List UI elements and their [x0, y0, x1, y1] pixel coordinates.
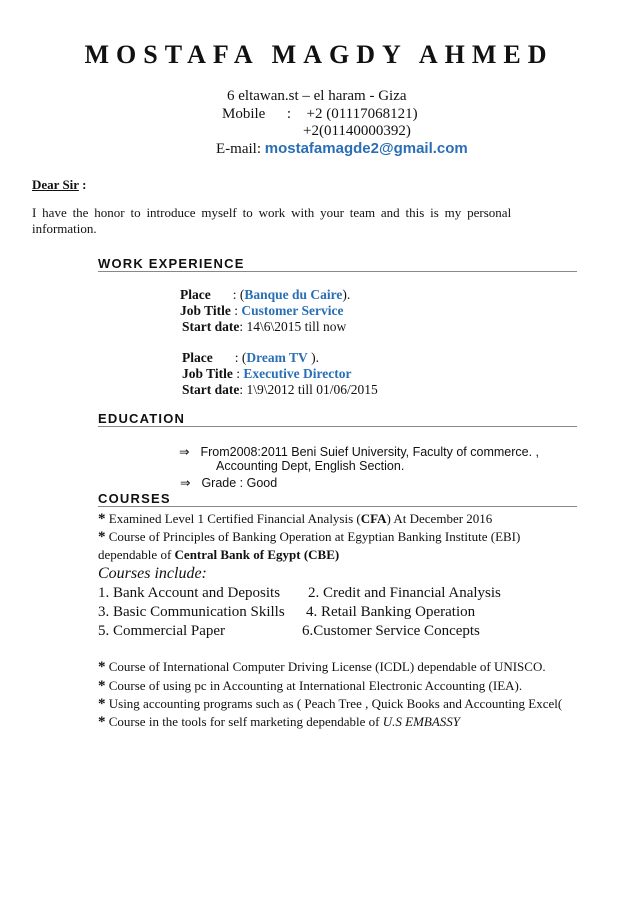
- job-1-place-pre: : (: [232, 287, 245, 302]
- bullet-star-icon: *: [98, 714, 106, 730]
- bullet-star-icon: *: [98, 696, 106, 712]
- course-ebi-line-2: [98, 547, 339, 563]
- course-icdl-text: Course of International Computer Driving License (ICDL) dependable of UNISCO.: [108, 659, 546, 674]
- job-1-place-label: Place: [180, 287, 211, 302]
- work-experience-rule: [98, 271, 577, 272]
- education-line-1: [179, 444, 539, 459]
- job-1-place-post: ).: [342, 287, 351, 302]
- course-marketing-embassy: U.S EMBASSY: [382, 714, 461, 729]
- course-icdl: [98, 659, 546, 676]
- job-2-place-value: Dream TV: [246, 350, 308, 365]
- intro-line-1: I have the honor to introduce myself to work with your team and this is my personal: [32, 205, 512, 220]
- course-marketing-text: Course in the tools for self marketing dependable of: [108, 714, 383, 729]
- education-line-2: Accounting Dept, English Section.: [216, 459, 405, 473]
- salutation: [32, 177, 86, 193]
- course-ebi-line-2-pre: dependable of: [98, 547, 175, 562]
- job-2-title-value: Executive Director: [243, 366, 352, 381]
- job-2-start-label: Start date: [182, 382, 240, 397]
- course-include-item: 4. Retail Banking Operation: [306, 604, 476, 620]
- email-link[interactable]: mostafamagde2@gmail.com: [264, 140, 468, 157]
- course-ebi: [98, 529, 520, 546]
- job-2-title-sep: :: [236, 366, 241, 381]
- course-iea-text: Course of using pc in Accounting at International Electronic Accounting (IEA).: [108, 678, 523, 693]
- salutation-text: Dear Sir: [32, 177, 79, 192]
- job-2-start: [182, 382, 378, 398]
- course-cfa-bold: CFA: [360, 511, 387, 526]
- course-programs-text: Using accounting programs such as ( Peach Tree , Quick Books and Accounting Excel(: [108, 696, 563, 711]
- email-label: E-mail:: [216, 141, 261, 157]
- intro-line-2: information.: [32, 221, 97, 236]
- course-ebi-line-2-bold: Central Bank of Egypt (CBE): [174, 547, 340, 562]
- mobile-number-2: +2(01140000392): [303, 123, 411, 139]
- courses-include-heading: Courses include:: [98, 565, 207, 582]
- education-rule: [98, 426, 577, 427]
- mobile-separator: :: [286, 106, 292, 122]
- bullet-star-icon: *: [98, 511, 106, 527]
- education-grade-text: Grade : Good: [201, 476, 278, 490]
- course-ebi-line-1: Course of Principles of Banking Operation at Egyptian Banking Institute (EBI): [108, 529, 521, 544]
- arrow-icon: ⇒: [180, 476, 191, 490]
- courses-heading: COURSES: [98, 491, 171, 506]
- arrow-icon: ⇒: [179, 445, 190, 459]
- course-include-item: 3. Basic Communication Skills: [98, 604, 285, 620]
- job-2-start-value: : 1\9\2012 till 01/06/2015: [239, 382, 378, 397]
- job-1-place-value: Banque du Caire: [244, 287, 343, 302]
- job-2-place-post: ).: [307, 350, 319, 365]
- email-line: [216, 140, 468, 158]
- job-1-title-label: Job Title: [180, 303, 231, 318]
- work-experience-heading: WORK EXPERIENCE: [98, 256, 245, 271]
- job-2-title-label: Job Title: [182, 366, 233, 381]
- mobile-line: [222, 106, 418, 123]
- job-2-title: [182, 366, 352, 382]
- job-1-start-label: Start date: [182, 319, 240, 334]
- salutation-colon: :: [82, 177, 87, 192]
- job-1-place: [180, 287, 350, 303]
- course-programs: [98, 696, 562, 713]
- course-cfa-post: ) At December 2016: [386, 511, 493, 526]
- course-iea: [98, 678, 522, 695]
- job-2-place: [182, 350, 319, 366]
- course-cfa: [98, 511, 492, 528]
- job-2-place-pre: : (: [234, 350, 247, 365]
- job-2-place-label: Place: [182, 350, 213, 365]
- bullet-star-icon: *: [98, 678, 106, 694]
- job-1-title: [180, 303, 344, 319]
- course-include-item: 5. Commercial Paper: [98, 623, 226, 639]
- job-1-start-value: : 14\6\2015 till now: [239, 319, 347, 334]
- course-include-item: 1. Bank Account and Deposits: [98, 585, 281, 601]
- course-include-item: 6.Customer Service Concepts: [302, 623, 480, 639]
- mobile-label: Mobile: [222, 106, 266, 122]
- education-degree: From2008:2011 Beni Suief University, Faculty of commerce. ,: [200, 445, 540, 459]
- bullet-star-icon: *: [98, 659, 106, 675]
- bullet-star-icon: *: [98, 529, 106, 545]
- course-cfa-pre: Examined Level 1 Certified Financial Analysis (: [108, 511, 361, 526]
- job-1-start: [182, 319, 346, 335]
- course-marketing: [98, 714, 460, 731]
- education-heading: EDUCATION: [98, 411, 186, 426]
- applicant-name: MOSTAFA MAGDY AHMED: [84, 40, 554, 69]
- mobile-number-1: +2 (01117068121): [306, 106, 418, 122]
- address: 6 eltawan.st – el haram - Giza: [227, 88, 407, 104]
- education-grade: [180, 475, 277, 490]
- job-1-title-value: Customer Service: [241, 303, 344, 318]
- course-include-item: 2. Credit and Financial Analysis: [308, 585, 501, 601]
- courses-rule: [98, 506, 577, 507]
- job-1-title-sep: :: [234, 303, 239, 318]
